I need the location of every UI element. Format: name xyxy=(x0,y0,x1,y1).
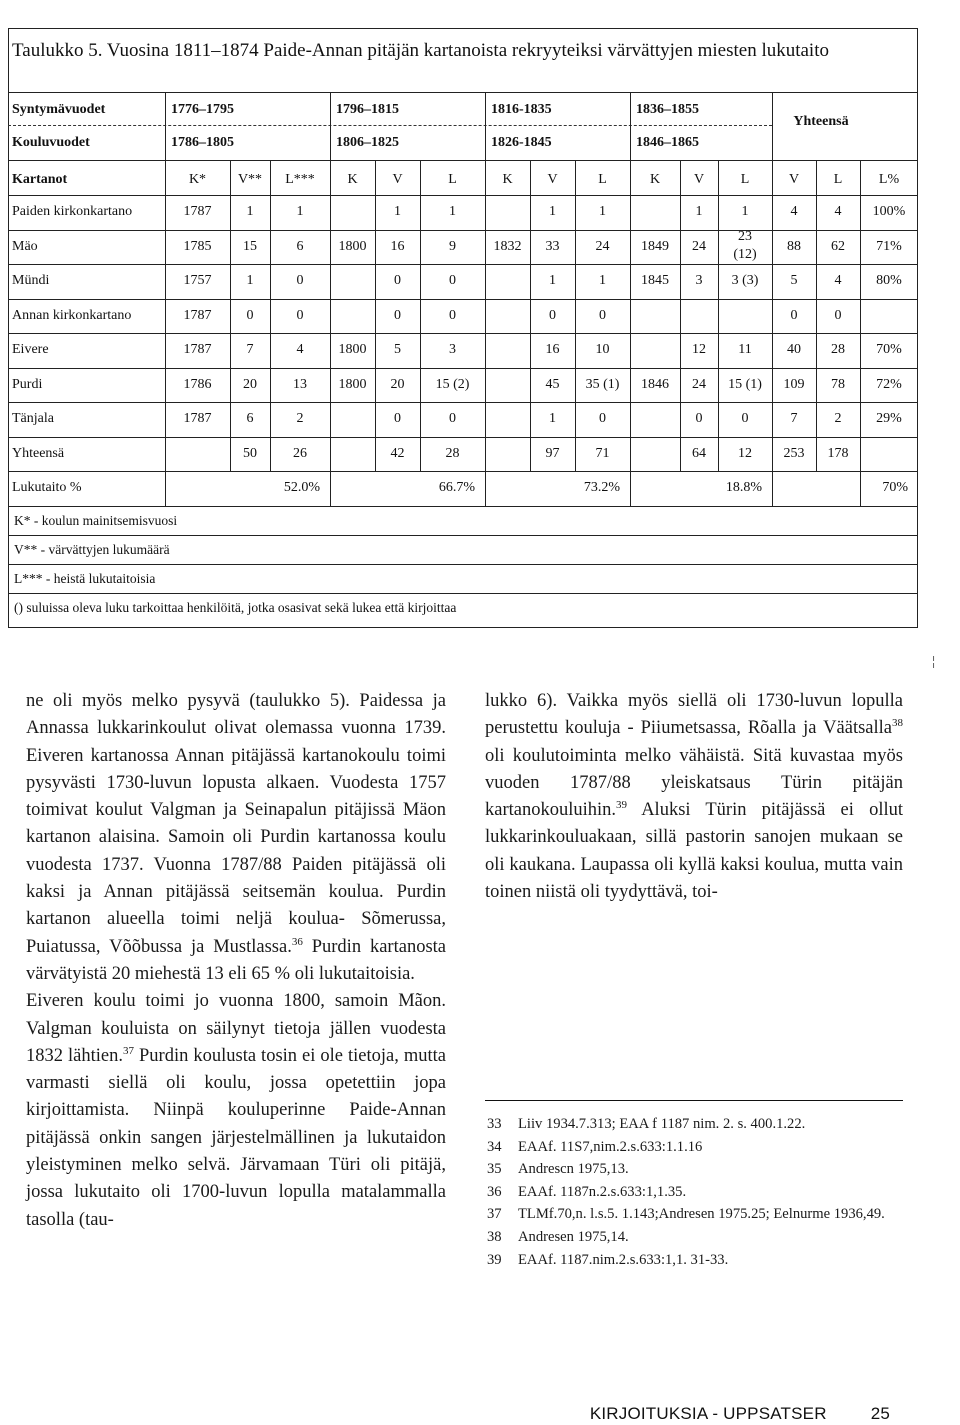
column-header: L xyxy=(448,172,457,187)
birth-years-header: 1796–1815 xyxy=(336,102,399,117)
table-cell: 0 xyxy=(834,307,842,323)
column-header: L xyxy=(833,172,843,187)
table-cell: 0 xyxy=(695,411,703,426)
column-header: V** xyxy=(237,172,263,187)
footnote-ref-36[interactable]: 36 xyxy=(291,935,303,948)
table-cell: 1800 xyxy=(338,342,367,357)
table-cell: 50 xyxy=(243,445,257,461)
literacy-value: 66.7% xyxy=(438,480,475,495)
literacy-label: Lukutaito % xyxy=(12,480,82,495)
left-text-column xyxy=(26,688,446,1234)
table-rule xyxy=(8,264,918,265)
footnote-number: 37 xyxy=(487,1206,502,1223)
footnotes xyxy=(487,1113,905,1271)
table-column-rule xyxy=(630,471,631,506)
table-rule xyxy=(8,593,918,594)
literacy-value: 18.8% xyxy=(725,480,762,495)
table-column-rule xyxy=(485,471,486,506)
table-column-rule xyxy=(330,92,331,160)
birth-years-header: 1836–1855 xyxy=(636,102,699,117)
table-cell: 1 xyxy=(246,273,254,288)
manor-name: Yhteensä xyxy=(12,445,65,461)
table-cell: 1757 xyxy=(183,273,212,288)
paragraph-3: lukko 6). Vaikka myös siellä oli 1730-luvun lopulla perustettu kouluja - Piiumetsassa, Rõalla ja Väätsalla$^{38}$ oli koulutoiminta melko vähäistä. Sitä kuvastaa myös vuoden 1787/88 yleiskatsaus Türin pitäjän kartanokouluihin.$^{39}$ Aluksi Türin pitäjässä ei ollut lukkarinkouluakaan, sillä pastorin sanojen mukaan se oli kaukana. Laupassa oli kyllä kaksi koulua, mutta vain toinen niistä oli tyydyttävä, toi- xyxy=(485,691,903,903)
table-cell: 253 xyxy=(783,445,805,461)
table-column-rule xyxy=(330,160,331,471)
table-cell: 5 xyxy=(394,342,401,357)
table-column-rule xyxy=(485,160,486,471)
table-cell: 1 xyxy=(695,204,703,219)
table-cell: 29% xyxy=(876,411,902,426)
table-cell: 1 xyxy=(394,204,401,219)
table-cell: 4 xyxy=(790,204,798,219)
total-header: Yhteensä xyxy=(793,114,849,129)
table-cell: 4 xyxy=(296,342,304,357)
footnote-text: EAAf. 1187n.2.s.633:1,1.35. xyxy=(518,1183,687,1200)
footnote xyxy=(487,1158,905,1181)
footnote-ref-38[interactable]: 38 xyxy=(892,717,903,730)
table-cell: 24 xyxy=(595,238,610,254)
school-years-header: 1786–1805 xyxy=(171,135,234,150)
table-cell: 1 xyxy=(599,273,606,288)
footnote-ref-37[interactable]: 37 xyxy=(122,1044,134,1057)
column-header: V xyxy=(547,172,558,187)
table-cell: 62 xyxy=(831,238,845,254)
paragraph-2: Eiveren koulu toimi jo vuonna 1800, samoin Mãon. Valgman kouluista on säilynyt tietoja jällen vuodesta 1832 lähtien.$^{37}$ Purdin koulusta tosin ei ole tietoja, mutta varmasti siellä oli koulu, jossa opetettiin jopa kirjoittamista. Niinpä kouluperinne Paide-Annan pitäjässä onkin sangen järjestelmällinen ja lukutaidon yleistyminen melko selvä. Järvamaan Türi oli pitäjä, jossa lukutaito oli 1700-luvun lopulla matalammalla tasolla (tau- xyxy=(26,991,447,1230)
table-cell: 0 xyxy=(296,307,304,323)
table-cell: 0 xyxy=(449,273,456,288)
table-cell: 1800 xyxy=(338,376,367,392)
table-cell: 16 xyxy=(545,342,560,357)
table-cell: 1786 xyxy=(183,376,212,392)
table-cell: 28 xyxy=(831,342,845,357)
table-cell: 78 xyxy=(831,376,845,392)
table-cell: 100% xyxy=(872,204,906,219)
table-cell: 13 xyxy=(293,376,307,392)
table-cell: 33 xyxy=(545,238,560,254)
table-rule xyxy=(8,333,918,334)
table-cell: 71% xyxy=(876,238,902,254)
school-years-header: 1826-1845 xyxy=(491,135,552,150)
column-header: V xyxy=(788,172,800,187)
birth-years-header: 1776–1795 xyxy=(171,102,234,117)
table-column-rule xyxy=(718,160,719,471)
table-rule xyxy=(8,195,918,196)
table-cell: 1785 xyxy=(183,238,212,254)
footnote-number: 34 xyxy=(487,1138,502,1155)
table-cell: 24 xyxy=(692,376,706,392)
literacy-value: 52.0% xyxy=(283,480,320,495)
table-cell: 7 xyxy=(246,342,254,357)
table-cell: 26 xyxy=(293,445,307,461)
birth-years-label: Syntymävuodet xyxy=(12,102,106,117)
footnote-rule xyxy=(485,1100,903,1101)
table-cell: 1 xyxy=(549,411,556,426)
manor-name: Tänjala xyxy=(12,411,54,426)
table-rule xyxy=(8,230,918,231)
manors-header: Kartanot xyxy=(12,172,68,187)
table-title: Taulukko 5. Vuosina 1811–1874 Paide-Annan pitäjän kartanoista rekryyteiksi värvättyjen miesten lukutaito xyxy=(12,40,829,61)
table-cell: 0 xyxy=(449,411,456,426)
footnote-text: EAAf. 1187.nim.2.s.633:1,1. 31-33. xyxy=(518,1251,729,1268)
footnote xyxy=(487,1249,905,1272)
table-cell: 1 xyxy=(741,204,749,219)
page-footer xyxy=(590,1404,890,1424)
table-column-rule xyxy=(165,471,166,506)
table-cell: 72% xyxy=(876,376,902,392)
column-header: K xyxy=(502,172,513,187)
table-cell: 1832 xyxy=(493,238,522,254)
table-column-rule xyxy=(375,160,376,471)
table-cell: 16 xyxy=(390,238,405,254)
table-cell: 1846 xyxy=(641,376,669,392)
column-header: L xyxy=(740,172,750,187)
table-cell: 3 (3) xyxy=(731,273,759,288)
table-cell: 80% xyxy=(876,273,902,288)
literacy-value: 73.2% xyxy=(583,480,620,495)
table-cell: 3 xyxy=(695,273,703,288)
manor-name: Paiden kirkonkartano xyxy=(12,204,133,219)
footnote-text: EAAf. 11S7,nim.2.s.633:1.1.16 xyxy=(518,1138,703,1155)
table-rule xyxy=(8,535,918,536)
table-cell: 1 xyxy=(246,204,254,219)
table-cell: 0 xyxy=(549,307,556,323)
table-cell: 6 xyxy=(296,238,304,254)
birth-years-header: 1816-1835 xyxy=(491,102,552,117)
school-years-label: Kouluvuodet xyxy=(12,135,90,150)
table-cell: 0 xyxy=(394,273,401,288)
table-cell: 1 xyxy=(549,204,556,219)
table-cell: 3 xyxy=(449,342,456,357)
table-column-rule xyxy=(330,471,331,506)
table-cell: 1849 xyxy=(641,238,669,254)
table-cell: 20 xyxy=(390,376,405,392)
table-note: L*** - heistä lukutaitoisia xyxy=(14,570,156,586)
footnote xyxy=(487,1203,905,1226)
right-text-column xyxy=(485,688,903,906)
table-rule xyxy=(8,471,918,472)
table-cell: 1845 xyxy=(641,273,669,288)
footnote xyxy=(487,1113,905,1136)
footnote-number: 33 xyxy=(487,1116,502,1132)
table-cell: 1 xyxy=(296,204,304,219)
table-cell: 0 xyxy=(449,307,456,323)
table-rule xyxy=(8,437,918,438)
table-cell: 24 xyxy=(692,238,706,254)
footnote xyxy=(487,1226,905,1249)
footnote-text: Andrescn 1975,13. xyxy=(518,1161,629,1178)
manor-name: Eivere xyxy=(12,342,49,357)
footnote-number: 39 xyxy=(487,1251,502,1268)
manor-name: Purdi xyxy=(12,376,43,392)
table-column-rule xyxy=(575,160,576,471)
table-column-rule xyxy=(680,160,681,471)
table-column-rule xyxy=(530,160,531,471)
literacy-value: 70% xyxy=(882,480,908,495)
table-cell: 7 xyxy=(790,411,798,426)
column-header: K xyxy=(347,172,358,187)
table-cell: 9 xyxy=(449,238,456,254)
table-cell: 15 (2) xyxy=(435,376,470,392)
table-cell: 15 (1) xyxy=(728,376,762,392)
table-cell: 28 xyxy=(445,445,460,461)
table-cell: 35 (1) xyxy=(585,376,620,392)
table-column-rule xyxy=(772,160,773,471)
table-cell: 6 xyxy=(246,411,254,426)
table-cell: 0 xyxy=(599,307,606,323)
table-cell: 20 xyxy=(243,376,257,392)
table-cell: 2 xyxy=(296,411,304,426)
school-years-header: 1806–1825 xyxy=(336,135,399,150)
column-header: V xyxy=(693,172,705,187)
table-column-rule xyxy=(270,160,271,471)
table-cell: 0 xyxy=(599,411,606,426)
table-cell: 1 xyxy=(549,273,556,288)
scanned-table xyxy=(0,0,960,669)
paragraph-1: ne oli myös melko pysyvä (taulukko 5). Paidessa ja Annassa lukkarinkoulut olivat olemassa vuonna 1739. Eiveren kartanossa Annan pitäjässä kartanokoulu toimi pysyvästi 1730-luvun lopusta alkaen. Vuodesta 1757 toimivat koulut Valgman ja Seinapalun pitäjissä Mäon kartanon alaisina. Samoin oli Purdin kartanossa koulu vuodesta 1737. Vuonna 1787/88 Paiden pitäjässä oli kaksi ja Annan pitäjässä seitsemän koulua. Purdin kartanon alueella toimi neljä koulua- Sõmerussa, Puiatussa, Võõbussa ja Mustlassa.$^{36}$ Purdin kartanosta värvätyistä 20 miehestä 13 eli 65 % oli lukutaitoisia. xyxy=(26,691,446,984)
table-cell: 71 xyxy=(595,445,610,461)
table-cell: 0 xyxy=(246,307,254,323)
table-cell: 2 xyxy=(834,411,842,426)
table-column-rule xyxy=(485,92,486,160)
column-header: L*** xyxy=(285,172,315,187)
page-number: 25 xyxy=(870,1404,890,1423)
school-years-header: 1846–1865 xyxy=(636,135,699,150)
footnote-number: 35 xyxy=(487,1161,502,1178)
table-column-rule xyxy=(165,160,166,471)
table-cell: 10 xyxy=(595,342,610,357)
table-cell: 0 xyxy=(394,307,401,323)
table-cell: 12 xyxy=(738,445,752,461)
column-header: K xyxy=(649,172,661,187)
table-cell: 97 xyxy=(545,445,560,461)
table-cell: 12 xyxy=(692,342,706,357)
footnote-number: 38 xyxy=(487,1228,502,1245)
table-rule xyxy=(8,125,772,126)
table-rule xyxy=(8,506,918,507)
table-rule xyxy=(8,368,918,369)
table-cell: 64 xyxy=(692,445,706,461)
table-cell: 1800 xyxy=(338,238,367,254)
table-cell: 5 xyxy=(790,273,798,288)
footnote-text: Liiv 1934.7.313; EAA f 1187 nim. 2. s. 400.1.22. xyxy=(518,1116,806,1132)
manor-name: Mündi xyxy=(12,273,50,288)
table-cell: 0 xyxy=(296,273,304,288)
table-cell: 1 xyxy=(599,204,606,219)
manor-name: Annan kirkonkartano xyxy=(12,307,132,323)
table-rule xyxy=(8,402,918,403)
footnote xyxy=(487,1136,905,1159)
table-cell: 1787 xyxy=(183,342,212,357)
footnote-ref-39[interactable]: 39 xyxy=(616,799,628,812)
table-cell: 0 xyxy=(790,307,798,323)
table-column-rule xyxy=(860,160,861,471)
table-cell: 23 (12) xyxy=(733,228,757,262)
table-note: () suluissa oleva luku tarkoittaa henkilöitä, jotka osasivat sekä lukea että kirjoittaa xyxy=(14,599,457,615)
column-header: L xyxy=(598,172,607,187)
table-note: V** - värvättyjen lukumäärä xyxy=(14,541,170,557)
table-column-rule xyxy=(860,471,861,506)
table-cell: 1 xyxy=(449,204,456,219)
table-cell: 1787 xyxy=(183,307,212,323)
table-column-rule xyxy=(772,92,773,160)
table-cell: 40 xyxy=(787,342,801,357)
table-rule xyxy=(8,299,918,300)
table-column-rule xyxy=(630,92,631,160)
table-column-rule xyxy=(630,160,631,471)
table-note: K* - koulun mainitsemisvuosi xyxy=(14,512,178,528)
table-cell: 45 xyxy=(545,376,560,392)
table-column-rule xyxy=(230,160,231,471)
table-cell: 15 xyxy=(243,238,257,254)
footnote-text: TLMf.70,n. l.s.5. 1.143;Andresen 1975.25; Eelnurme 1936,49. xyxy=(518,1206,885,1223)
table-rule xyxy=(8,92,918,93)
table-column-rule xyxy=(165,92,166,160)
footnote-text: Andresen 1975,14. xyxy=(518,1228,629,1245)
column-header: L% xyxy=(878,172,900,187)
table-cell: 178 xyxy=(827,445,849,461)
table-column-rule xyxy=(420,160,421,471)
table-cell: 42 xyxy=(390,445,405,461)
table-column-rule xyxy=(772,471,773,506)
footnote xyxy=(487,1181,905,1204)
table-rule xyxy=(8,564,918,565)
footnote-number: 36 xyxy=(487,1183,502,1200)
scan-mark: ╎ xyxy=(930,655,938,669)
table-cell: 4 xyxy=(834,273,842,288)
column-header: K* xyxy=(188,172,207,187)
manor-name: Mäo xyxy=(12,238,38,254)
table-cell: 1787 xyxy=(183,204,212,219)
column-header: V xyxy=(392,172,403,187)
table-cell: 70% xyxy=(876,342,902,357)
table-rule xyxy=(8,160,918,161)
table-cell: 88 xyxy=(787,238,801,254)
series-title: KIRJOITUKSIA - UPPSATSER xyxy=(589,1404,827,1423)
table-cell: 4 xyxy=(834,204,842,219)
table-cell: 0 xyxy=(741,411,749,426)
table-column-rule xyxy=(816,160,817,471)
table-cell: 11 xyxy=(738,342,752,357)
table-cell: 109 xyxy=(783,376,805,392)
table-cell: 1787 xyxy=(183,411,212,426)
table-cell: 0 xyxy=(394,411,401,426)
